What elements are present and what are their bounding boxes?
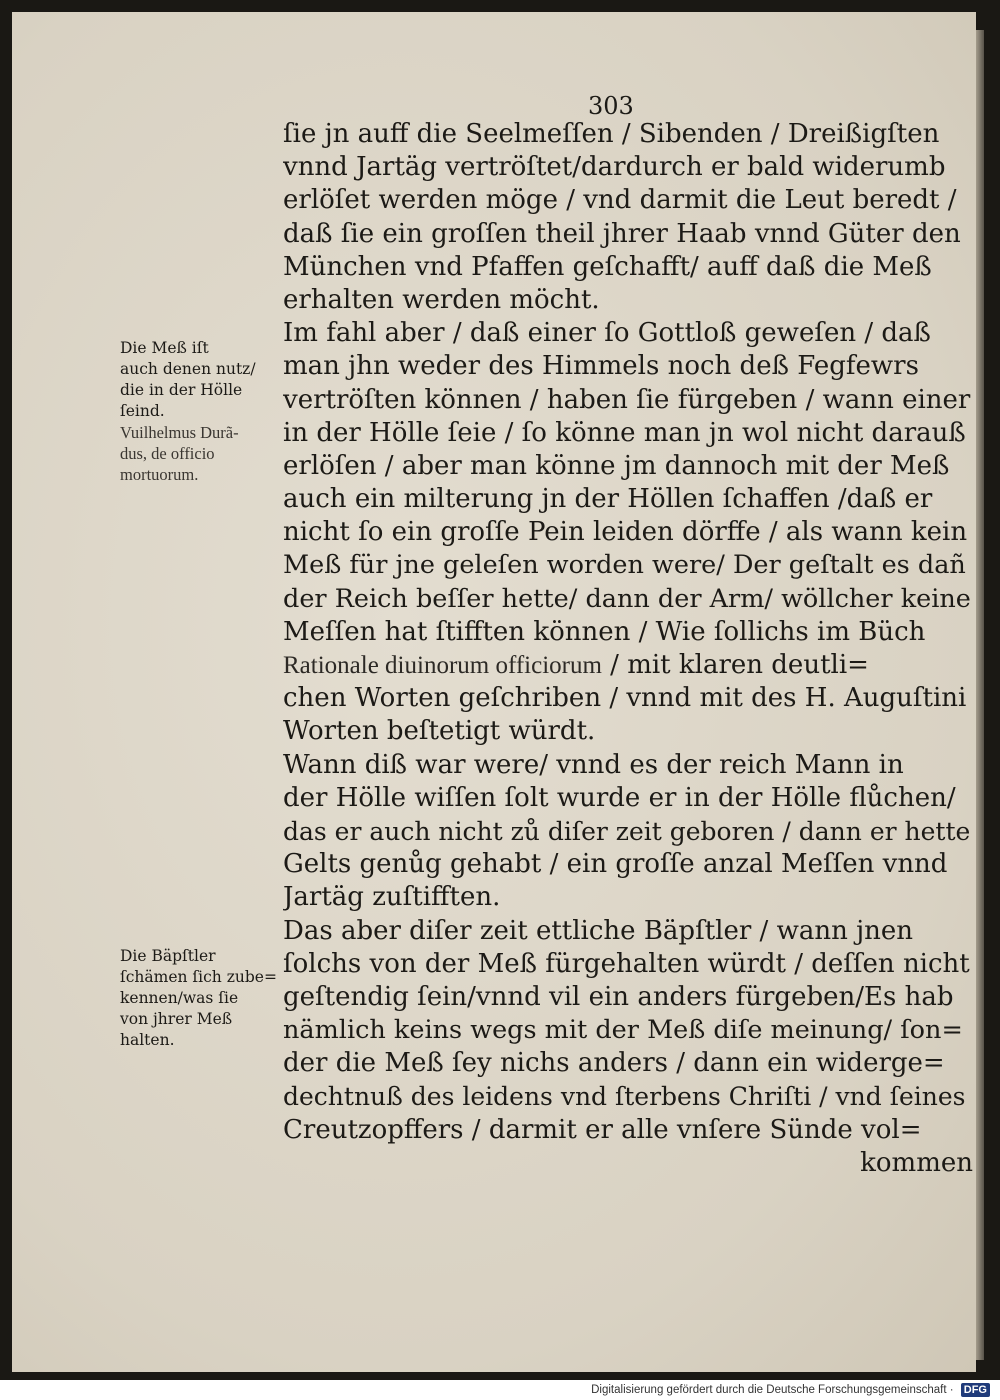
margin-note-line: kennen/was ſie <box>120 989 239 1007</box>
margin-note-citation-line: Vuilhelmus Durã- <box>120 423 239 442</box>
text-line: daß ſie ein groſſen theil jhrer Haab vnnd Güter den <box>283 218 961 249</box>
text-line: das er auch nicht zů diſer zeit geboren / dann er hette <box>283 816 971 846</box>
main-text-block <box>283 118 973 1180</box>
footer-text: Digitalisierung gefördert durch die Deutsche Forschungsgemeinschaft · <box>591 1384 954 1396</box>
margin-note-line: ſchämen ſich zube= <box>120 968 277 986</box>
text-line: nicht ſo ein groſſe Pein leiden dörffe / als wann kein <box>283 517 968 548</box>
text-line: Worten beſtetigt würdt. <box>283 716 596 747</box>
text-line: Meſſen hat ſtifften können / Wie ſollichs im Büch <box>283 616 926 647</box>
text-line: in der Hölle ſeie / ſo könne man jn wol nicht darauß <box>283 417 966 448</box>
margin-note-line: Die Bäpſtler <box>120 947 216 965</box>
margin-note-line: halten. <box>120 1031 175 1049</box>
margin-note-mass-usefulness <box>120 338 290 485</box>
margin-note-citation-line: dus, de officio <box>120 444 215 463</box>
text-line: Jartäg zuſtifften. <box>283 882 501 913</box>
text-line: ſie jn auff die Seelmeſſen / Sibenden / Dreißigſten <box>283 119 940 149</box>
latin-title: Rationale diuinorum officiorum <box>283 652 602 679</box>
text-line: München vnd Pfaffen geſchafft/ auff daß die Meß <box>283 251 932 282</box>
text-line: auch ein milterung jn der Höllen ſchaffen /daß er <box>283 484 933 515</box>
text-line: der Hölle wiſſen ſolt wurde er in der Hölle flůchen/ <box>283 782 956 813</box>
text-line: Im fahl aber / daß einer ſo Gottloß geweſen / daß <box>283 318 931 349</box>
text-line: vertröſten können / haben ſie fürgeben / wann einer <box>283 384 971 415</box>
text-line: kommen <box>860 1147 973 1178</box>
text-line: der Reich beſſer hette/ dann der Arm/ wöllcher keine <box>283 583 971 614</box>
page-number: 303 <box>588 92 634 120</box>
margin-note-line: von jhrer Meß <box>120 1010 233 1028</box>
margin-note-line: Die Meß iſt <box>120 339 209 357</box>
text-line: erlöſet werden möge / vnd darmit die Leut beredt / <box>283 185 957 216</box>
text-line: vnnd Jartäg vertröſtet/dardurch er bald widerumb <box>283 152 946 183</box>
margin-note-line: auch denen nutz/ <box>120 360 256 378</box>
text-line: geſtendig ſein/vnnd vil ein anders fürgeben/Es hab <box>283 981 954 1012</box>
text-line: Creutzopffers / darmit er alle vnſere Sünde vol= <box>283 1114 922 1145</box>
dfg-logo-icon: DFG <box>961 1383 990 1397</box>
page-edge-shadow <box>976 30 984 1360</box>
text-fragment: / mit klaren deutli= <box>601 650 869 680</box>
text-line: ſolchs von der Meß fürgehalten würdt / deſſen nicht <box>283 948 970 979</box>
margin-note-line: die in der Hölle <box>120 381 243 399</box>
text-line: Gelts genůg gehabt / ein groſſe anzal Meſſen vnnd <box>283 849 948 880</box>
text-line <box>283 649 973 682</box>
margin-note-line: ſeind. <box>120 402 165 420</box>
margin-note-papists-ashamed <box>120 946 290 1051</box>
text-line: erhalten werden möcht. <box>283 284 600 315</box>
digitization-footer <box>591 1380 990 1400</box>
text-line: erlöſen / aber man könne jm dannoch mit der Meß <box>283 450 950 481</box>
text-line: dechtnuß des leidens vnd ſterbens Chriſti / vnd ſeines <box>283 1082 966 1112</box>
text-line: chen Worten geſchriben / vnnd mit des H. Auguſtini <box>283 683 967 714</box>
text-line: nämlich keins wegs mit der Meß diſe meinung/ ſon= <box>283 1015 963 1046</box>
text-line: Meß für jne geleſen worden were/ Der geſtalt es dañ <box>283 550 966 581</box>
text-line: man jhn weder des Himmels noch deß Fegfewrs <box>283 351 919 382</box>
text-line: Wann diß war were/ vnnd es der reich Mann in <box>283 749 904 780</box>
text-line: Das aber diſer zeit ettliche Bäpſtler / wann jnen <box>283 915 914 946</box>
text-line: der die Meß ſey nichs anders / dann ein widerge= <box>283 1048 945 1079</box>
margin-note-citation-line: mortuorum. <box>120 465 199 484</box>
